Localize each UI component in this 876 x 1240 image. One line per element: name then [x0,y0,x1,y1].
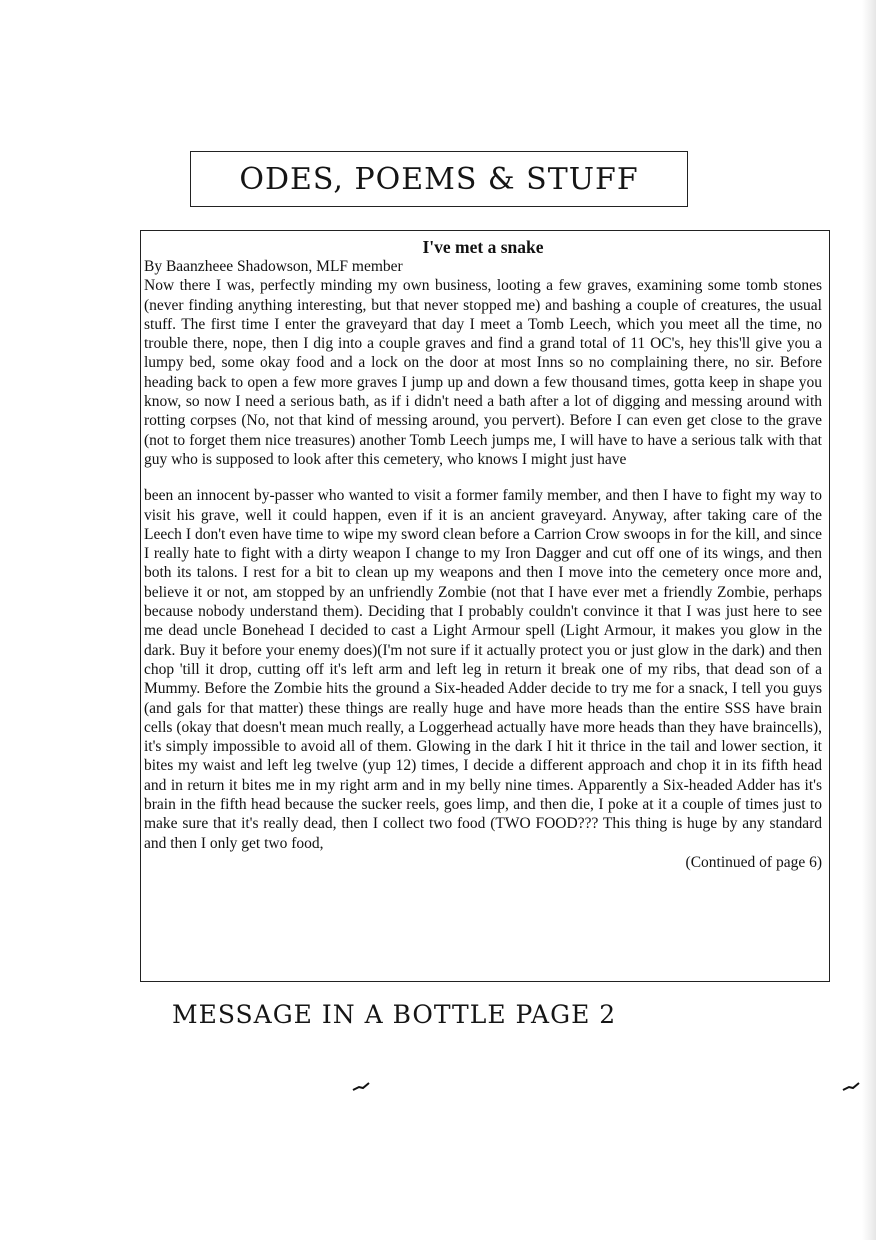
paragraph-gap [144,469,822,486]
print-mark-left [352,1082,370,1092]
article-box [140,230,830,982]
print-mark-right [842,1082,860,1092]
article-byline: By Baanzheee Shadowson, MLF member [144,258,403,275]
footer-page-label: MESSAGE IN A BOTTLE PAGE 2 [172,1000,617,1029]
article-paragraph-2: been an innocent by-passer who wanted to visit a former family member, and then I have to fight my way to visit his grave, well it could happen, even if it is an ancient graveyard. Anyway, after taking care of the Leech I don't even have time to wipe my sword clean before a Carrion Crow swoops in for the kill, and since I really hate to fight with a dirty weapon I change to my Iron Dagger and cut off one of its wings, and then both its talons. I rest for a bit to clean up my weapons and then I move into the cemetery once more and, believe it or not, am stopped by an unfriendly Zombie (not that I have ever met a friendly Zombie, perhaps because nobody understand them). Deciding that I probably couldn't convince it that I was just here to see me dead uncle Bonehead I decided to cast a Light Armour spell (Light Armour, it makes you glow in the dark. Buy it before your enemy does)(I'm not sure if it actually protect you or just glow in the dark) and then chop 'till it drop, cutting off it's left arm and left leg in return it break one of my ribs, that dead son of a Mummy. Before the Zombie hits the ground a Six-headed Adder decide to try me for a snack, I tell you guys (and gals for that matter) these things are really huge and have more heads than the entire SSS have brain cells (okay that doesn't mean much really, a Loggerhead actually have more heads than they have braincells), it's simply impossible to avoid all of them. Glowing in the dark I hit it thrice in the tail and lower section, it bites my waist and left leg twelve (yup 12) times, I decide a different approach and chop it in its fifth head and in return it bites me in my right arm and in my belly nine times. Apparently a Six-headed Adder has it's brain in the fifth head because the sucker reels, goes limp, and then die, I poke at it a couple of times just to make sure that it's really dead, then I collect two food (TWO FOOD??? This thing is huge by any standard and then I only get two food, [144,487,822,852]
article-paragraph-1: Now there I was, perfectly minding my own business, looting a few graves, examining some tomb stones (never finding anything interesting, but that never stopped me) and bashing a couple of creatures, the usual stuff. The first time I enter the graveyard that day I meet a Tomb Leech, which you meet all the time, no trouble there, nope, then I dig into a couple graves and find a grand total of 11 OC's, hey this'll give you a lumpy bed, some okay food and a lock on the door at most Inns so no complaining there, no sir. Before heading back to open a few more graves I jump up and down a few thousand times, gotta keep in shape you know, so now I need a serious bath, as if i didn't need a bath after a lot of digging and messing around with rotting corpses (No, not that kind of messing around, you pervert). Before I can even get close to the grave (not to forget them nice treasures) another Tomb Leech jumps me, I will have to have a serious talk with that guy who is supposed to look after this cemetery, who knows I might just have [144,277,822,468]
article-headline: I've met a snake [422,237,544,257]
page-edge-shadow [862,0,876,1240]
section-title: ODES, POEMS & STUFF [239,161,639,197]
continued-note: (Continued of page 6) [685,853,822,871]
section-header-box [190,151,688,207]
